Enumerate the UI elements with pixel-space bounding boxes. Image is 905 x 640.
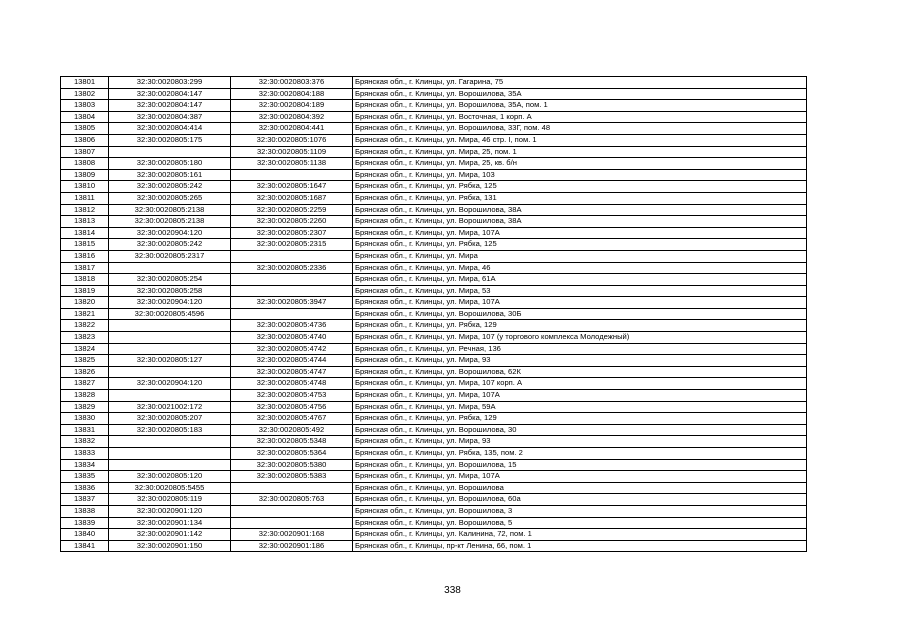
address-cell: Брянская обл., г. Клинцы, ул. Ворошилова, 3 [353, 505, 807, 517]
address-cell: Брянская обл., г. Клинцы, ул. Рябка, 129 [353, 320, 807, 332]
cadastral-number-cell: 32:30:0020805:254 [109, 274, 231, 286]
cadastral-number-cell: 32:30:0020805:5455 [109, 482, 231, 494]
cadastral-number-cell: 32:30:0020805:2138 [109, 204, 231, 216]
cadastral-number-cell: 32:30:0020805:119 [109, 494, 231, 506]
address-cell: Брянская обл., г. Клинцы, ул. Мира, 107А [353, 471, 807, 483]
table-row [61, 169, 807, 181]
address-cell: Брянская обл., г. Клинцы, ул. Ворошилова [353, 482, 807, 494]
object-cadastral-number-cell: 32:30:0020805:2260 [231, 216, 353, 228]
object-cadastral-number-cell [231, 274, 353, 286]
row-number-cell: 13838 [61, 505, 109, 517]
table-row [61, 181, 807, 193]
table-row [61, 123, 807, 135]
cadastral-number-cell: 32:30:0020803:299 [109, 77, 231, 89]
cadastral-number-cell [109, 343, 231, 355]
row-number-cell: 13819 [61, 285, 109, 297]
row-number-cell: 13805 [61, 123, 109, 135]
table-row [61, 540, 807, 552]
row-number-cell: 13802 [61, 88, 109, 100]
row-number-cell: 13812 [61, 204, 109, 216]
table-row [61, 517, 807, 529]
object-cadastral-number-cell [231, 517, 353, 529]
row-number-cell: 13817 [61, 262, 109, 274]
cadastral-number-cell: 32:30:0020805:242 [109, 239, 231, 251]
table-row [61, 459, 807, 471]
row-number-cell: 13807 [61, 146, 109, 158]
table-row [61, 505, 807, 517]
object-cadastral-number-cell: 32:30:0020805:1687 [231, 192, 353, 204]
row-number-cell: 13840 [61, 529, 109, 541]
object-cadastral-number-cell: 32:30:0020805:4736 [231, 320, 353, 332]
row-number-cell: 13818 [61, 274, 109, 286]
row-number-cell: 13836 [61, 482, 109, 494]
cadastral-number-cell [109, 436, 231, 448]
cadastral-number-cell [109, 366, 231, 378]
table-row [61, 88, 807, 100]
address-cell: Брянская обл., г. Клинцы, ул. Восточная, 1 корп. А [353, 111, 807, 123]
cadastral-number-cell [109, 332, 231, 344]
object-cadastral-number-cell: 32:30:0020805:1109 [231, 146, 353, 158]
object-cadastral-number-cell: 32:30:0020805:4742 [231, 343, 353, 355]
row-number-cell: 13815 [61, 239, 109, 251]
table-row [61, 100, 807, 112]
row-number-cell: 13839 [61, 517, 109, 529]
row-number-cell: 13837 [61, 494, 109, 506]
address-cell: Брянская обл., г. Клинцы, ул. Ворошилова, 30 [353, 424, 807, 436]
row-number-cell: 13820 [61, 297, 109, 309]
cadastral-number-cell: 32:30:0020904:120 [109, 227, 231, 239]
row-number-cell: 13830 [61, 413, 109, 425]
object-cadastral-number-cell: 32:30:0020805:5383 [231, 471, 353, 483]
table-row [61, 250, 807, 262]
address-cell: Брянская обл., г. Клинцы, ул. Ворошилова, 15 [353, 459, 807, 471]
cadastral-number-cell: 32:30:0020805:258 [109, 285, 231, 297]
object-cadastral-number-cell: 32:30:0020805:2259 [231, 204, 353, 216]
cadastral-number-cell [109, 320, 231, 332]
address-cell: Брянская обл., г. Клинцы, ул. Калинина, 72, пом. 1 [353, 529, 807, 541]
cadastral-number-cell: 32:30:0020805:242 [109, 181, 231, 193]
address-cell: Брянская обл., г. Клинцы, ул. Мира, 107 (у торгового комплекса Молодежный) [353, 332, 807, 344]
address-cell: Брянская обл., г. Клинцы, ул. Ворошилова, 60а [353, 494, 807, 506]
address-cell: Брянская обл., г. Клинцы, ул. Речная, 136 [353, 343, 807, 355]
table-row [61, 343, 807, 355]
table-row [61, 308, 807, 320]
table-row [61, 390, 807, 402]
object-cadastral-number-cell: 32:30:0020805:4740 [231, 332, 353, 344]
address-cell: Брянская обл., г. Клинцы, ул. Мира, 46 стр. I, пом. 1 [353, 134, 807, 146]
object-cadastral-number-cell [231, 285, 353, 297]
table-row [61, 529, 807, 541]
object-cadastral-number-cell: 32:30:0020901:168 [231, 529, 353, 541]
cadastral-number-cell: 32:30:0020901:120 [109, 505, 231, 517]
row-number-cell: 13804 [61, 111, 109, 123]
object-cadastral-number-cell: 32:30:0020805:4756 [231, 401, 353, 413]
address-cell: Брянская обл., г. Клинцы, ул. Рябка, 125 [353, 239, 807, 251]
address-cell: Брянская обл., г. Клинцы, ул. Мира, 25, кв. б/н [353, 158, 807, 170]
cadastral-number-cell: 32:30:0020805:265 [109, 192, 231, 204]
object-cadastral-number-cell: 32:30:0020805:1076 [231, 134, 353, 146]
table-row [61, 285, 807, 297]
object-cadastral-number-cell: 32:30:0020804:189 [231, 100, 353, 112]
table-row [61, 192, 807, 204]
row-number-cell: 13821 [61, 308, 109, 320]
table-row [61, 413, 807, 425]
address-cell: Брянская обл., г. Клинцы, ул. Ворошилова, 35А, пом. 1 [353, 100, 807, 112]
object-cadastral-number-cell: 32:30:0020805:5348 [231, 436, 353, 448]
cadastral-number-cell: 32:30:0020804:414 [109, 123, 231, 135]
object-cadastral-number-cell [231, 169, 353, 181]
cadastral-number-cell [109, 262, 231, 274]
row-number-cell: 13809 [61, 169, 109, 181]
row-number-cell: 13831 [61, 424, 109, 436]
object-cadastral-number-cell: 32:30:0020804:392 [231, 111, 353, 123]
table-row [61, 204, 807, 216]
table-row [61, 158, 807, 170]
row-number-cell: 13816 [61, 250, 109, 262]
address-cell: Брянская обл., г. Клинцы, ул. Мира, 59А [353, 401, 807, 413]
address-cell: Брянская обл., г. Клинцы, ул. Мира, 61А [353, 274, 807, 286]
table-row [61, 274, 807, 286]
row-number-cell: 13834 [61, 459, 109, 471]
row-number-cell: 13832 [61, 436, 109, 448]
cadastral-number-cell: 32:30:0020901:134 [109, 517, 231, 529]
table-row [61, 494, 807, 506]
address-cell: Брянская обл., г. Клинцы, ул. Мира, 103 [353, 169, 807, 181]
object-cadastral-number-cell: 32:30:0020804:188 [231, 88, 353, 100]
row-number-cell: 13835 [61, 471, 109, 483]
row-number-cell: 13801 [61, 77, 109, 89]
address-cell: Брянская обл., г. Клинцы, ул. Мира, 107А [353, 227, 807, 239]
object-cadastral-number-cell [231, 250, 353, 262]
table-row [61, 227, 807, 239]
cadastral-number-cell: 32:30:0020804:387 [109, 111, 231, 123]
address-cell: Брянская обл., г. Клинцы, ул. Ворошилова, 5 [353, 517, 807, 529]
cadastral-number-cell: 32:30:0020904:120 [109, 297, 231, 309]
row-number-cell: 13806 [61, 134, 109, 146]
object-cadastral-number-cell: 32:30:0020805:4748 [231, 378, 353, 390]
object-cadastral-number-cell: 32:30:0020901:186 [231, 540, 353, 552]
registry-table [60, 76, 807, 552]
object-cadastral-number-cell: 32:30:0020805:4744 [231, 355, 353, 367]
row-number-cell: 13826 [61, 366, 109, 378]
object-cadastral-number-cell: 32:30:0020805:5380 [231, 459, 353, 471]
row-number-cell: 13813 [61, 216, 109, 228]
address-cell: Брянская обл., г. Клинцы, ул. Ворошилова, 62К [353, 366, 807, 378]
address-cell: Брянская обл., г. Клинцы, ул. Рябка, 129 [353, 413, 807, 425]
table-row [61, 482, 807, 494]
cadastral-number-cell [109, 390, 231, 402]
row-number-cell: 13823 [61, 332, 109, 344]
address-cell: Брянская обл., г. Клинцы, ул. Ворошилова, 35А [353, 88, 807, 100]
cadastral-number-cell: 32:30:0020804:147 [109, 100, 231, 112]
table-row [61, 216, 807, 228]
object-cadastral-number-cell: 32:30:0020805:4747 [231, 366, 353, 378]
table-row [61, 378, 807, 390]
cadastral-number-cell: 32:30:0020904:120 [109, 378, 231, 390]
cadastral-number-cell [109, 459, 231, 471]
row-number-cell: 13811 [61, 192, 109, 204]
table-row [61, 77, 807, 89]
cadastral-number-cell [109, 448, 231, 460]
row-number-cell: 13822 [61, 320, 109, 332]
row-number-cell: 13827 [61, 378, 109, 390]
object-cadastral-number-cell: 32:30:0020805:2307 [231, 227, 353, 239]
cadastral-number-cell: 32:30:0021002:172 [109, 401, 231, 413]
cadastral-number-cell: 32:30:0020805:2138 [109, 216, 231, 228]
cadastral-number-cell: 32:30:0020805:207 [109, 413, 231, 425]
table-row [61, 355, 807, 367]
address-cell: Брянская обл., г. Клинцы, ул. Рябка, 135, пом. 2 [353, 448, 807, 460]
table-row [61, 471, 807, 483]
address-cell: Брянская обл., г. Клинцы, ул. Мира, 46 [353, 262, 807, 274]
address-cell: Брянская обл., г. Клинцы, ул. Мира, 93 [353, 436, 807, 448]
address-cell: Брянская обл., г. Клинцы, ул. Мира, 107А [353, 390, 807, 402]
table-row [61, 262, 807, 274]
cadastral-number-cell: 32:30:0020805:4596 [109, 308, 231, 320]
cadastral-number-cell: 32:30:0020805:127 [109, 355, 231, 367]
table-row [61, 332, 807, 344]
object-cadastral-number-cell: 32:30:0020803:376 [231, 77, 353, 89]
object-cadastral-number-cell: 32:30:0020804:441 [231, 123, 353, 135]
table-row [61, 320, 807, 332]
cadastral-number-cell: 32:30:0020901:150 [109, 540, 231, 552]
row-number-cell: 13841 [61, 540, 109, 552]
object-cadastral-number-cell: 32:30:0020805:5364 [231, 448, 353, 460]
object-cadastral-number-cell: 32:30:0020805:4753 [231, 390, 353, 402]
registry-table-body [61, 77, 807, 552]
cadastral-number-cell: 32:30:0020805:180 [109, 158, 231, 170]
table-row [61, 436, 807, 448]
table-row [61, 239, 807, 251]
table-row [61, 146, 807, 158]
object-cadastral-number-cell: 32:30:0020805:1647 [231, 181, 353, 193]
object-cadastral-number-cell: 32:30:0020805:2336 [231, 262, 353, 274]
object-cadastral-number-cell: 32:30:0020805:3947 [231, 297, 353, 309]
row-number-cell: 13824 [61, 343, 109, 355]
cadastral-number-cell: 32:30:0020805:2317 [109, 250, 231, 262]
address-cell: Брянская обл., г. Клинцы, ул. Мира, 25, пом. 1 [353, 146, 807, 158]
cadastral-number-cell: 32:30:0020805:175 [109, 134, 231, 146]
address-cell: Брянская обл., г. Клинцы, ул. Мира [353, 250, 807, 262]
address-cell: Брянская обл., г. Клинцы, ул. Мира, 53 [353, 285, 807, 297]
cadastral-number-cell: 32:30:0020805:120 [109, 471, 231, 483]
object-cadastral-number-cell [231, 505, 353, 517]
address-cell: Брянская обл., г. Клинцы, ул. Ворошилова, 30Б [353, 308, 807, 320]
row-number-cell: 13833 [61, 448, 109, 460]
object-cadastral-number-cell: 32:30:0020805:1138 [231, 158, 353, 170]
address-cell: Брянская обл., г. Клинцы, ул. Ворошилова, 38А [353, 216, 807, 228]
row-number-cell: 13803 [61, 100, 109, 112]
row-number-cell: 13829 [61, 401, 109, 413]
object-cadastral-number-cell: 32:30:0020805:2315 [231, 239, 353, 251]
object-cadastral-number-cell: 32:30:0020805:763 [231, 494, 353, 506]
row-number-cell: 13825 [61, 355, 109, 367]
row-number-cell: 13808 [61, 158, 109, 170]
table-row [61, 401, 807, 413]
cadastral-number-cell: 32:30:0020805:183 [109, 424, 231, 436]
cadastral-number-cell: 32:30:0020805:161 [109, 169, 231, 181]
address-cell: Брянская обл., г. Клинцы, ул. Мира, 107 корп. А [353, 378, 807, 390]
table-row [61, 366, 807, 378]
table-row [61, 448, 807, 460]
address-cell: Брянская обл., г. Клинцы, ул. Гагарина, 75 [353, 77, 807, 89]
table-row [61, 297, 807, 309]
row-number-cell: 13814 [61, 227, 109, 239]
address-cell: Брянская обл., г. Клинцы, ул. Мира, 93 [353, 355, 807, 367]
address-cell: Брянская обл., г. Клинцы, ул. Мира, 107А [353, 297, 807, 309]
cadastral-number-cell: 32:30:0020901:142 [109, 529, 231, 541]
table-row [61, 134, 807, 146]
cadastral-number-cell: 32:30:0020804:147 [109, 88, 231, 100]
address-cell: Брянская обл., г. Клинцы, ул. Рябка, 125 [353, 181, 807, 193]
address-cell: Брянская обл., г. Клинцы, ул. Рябка, 131 [353, 192, 807, 204]
object-cadastral-number-cell: 32:30:0020805:4767 [231, 413, 353, 425]
object-cadastral-number-cell: 32:30:0020805:492 [231, 424, 353, 436]
page-number: 338 [444, 585, 461, 596]
row-number-cell: 13810 [61, 181, 109, 193]
address-cell: Брянская обл., г. Клинцы, пр-кт Ленина, 66, пом. 1 [353, 540, 807, 552]
table-row [61, 424, 807, 436]
cadastral-number-cell [109, 146, 231, 158]
object-cadastral-number-cell [231, 308, 353, 320]
address-cell: Брянская обл., г. Клинцы, ул. Ворошилова, 33Г, пом. 48 [353, 123, 807, 135]
object-cadastral-number-cell [231, 482, 353, 494]
address-cell: Брянская обл., г. Клинцы, ул. Ворошилова, 38А [353, 204, 807, 216]
table-row [61, 111, 807, 123]
row-number-cell: 13828 [61, 390, 109, 402]
